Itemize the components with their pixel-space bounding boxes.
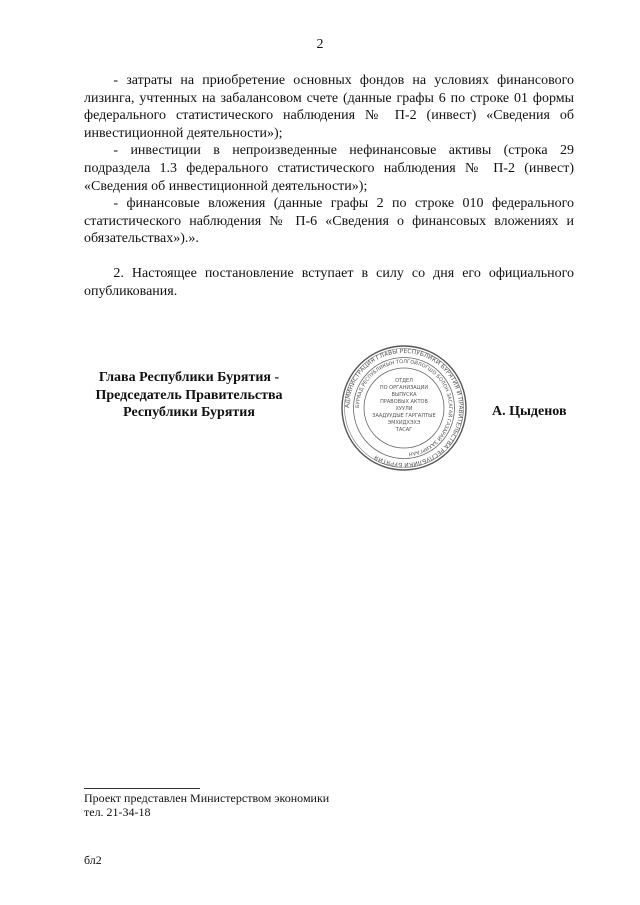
document-body: [84, 72, 574, 300]
seal-center-line: ПРАВОВЫХ АКТОВ: [380, 399, 428, 405]
footnote-phone: тел. 21-34-18: [84, 805, 151, 819]
signatory-name: А. Цыденов: [492, 404, 567, 419]
seal-center-line: ХУУЛИ: [395, 406, 413, 412]
seal-outer-text: АДМИНИСТРАЦИЯ ГЛАВЫ РЕСПУБЛИКИ БУРЯТИЯ И ПРАВИТЕЛЬСТВА РЕСПУБЛИКИ БУРЯТИЯ: [343, 347, 465, 469]
signatory-title: [80, 369, 298, 422]
seal-center-line: ТАСАГ: [395, 427, 413, 433]
footnote: [84, 791, 329, 819]
seal-center-line: ЭМХИДХЭХЭ: [387, 420, 421, 426]
seal-center-line: ОТДЕЛ: [395, 378, 413, 384]
seal-center-line: ВЫПУСКА: [391, 392, 417, 398]
seal-inner-text: БУРЯАД РЕСПУБЛИКЫН ТОЛГОЙЛОГШО БОЛОН ЗАСАГАЙ ГАЗАРАЙ ЗАХИРГААН: [354, 358, 454, 457]
signatory-title-line: Республики Бурятия: [123, 405, 255, 421]
paragraph-spacer: [84, 248, 574, 265]
document-code: бл2: [84, 853, 102, 867]
signatory-title-line: Глава Республики Бурятия -: [98, 370, 280, 385]
footnote-divider: [84, 788, 200, 789]
paragraph-leasing-costs: - затраты на приобретение основных фондов на условиях финансового лизинга, учтенных на забалансовом счете (данные графы 6 по строке 01 формы федерального статистического наблюдения № П-2 (инвест) «Сведения об инвестиционной деятельности»);: [84, 73, 574, 141]
official-seal: [340, 344, 468, 472]
seal-center-line: ЗААДУУДЫЕ ГАРГАЛТЫЕ: [372, 413, 436, 419]
footnote-author: Проект представлен Министерством экономики: [84, 791, 330, 805]
signatory-title-line: Председатель Правительства: [95, 387, 283, 403]
seal-center-line: ПО ОРГАНИЗАЦИИ: [379, 385, 429, 391]
paragraph-effective-date: 2. Настоящее постановление вступает в силу со дня его официального опубликования.: [84, 265, 574, 299]
paragraph-financial-investments: - финансовые вложения (данные графы 2 по строке 010 федерального статистического наблюдения № П-6 «Сведения о финансовых вложениях и обязательствах»).».: [84, 196, 574, 247]
paragraph-nonfinancial-assets: - инвестиции в непроизведенные нефинансовые активы (строка 29 подраздела 1.3 федерального статистического наблюдения № П-2 (инвест) «Сведения об инвестиционной деятельности»);: [84, 143, 574, 194]
page-number: 2: [316, 37, 324, 52]
